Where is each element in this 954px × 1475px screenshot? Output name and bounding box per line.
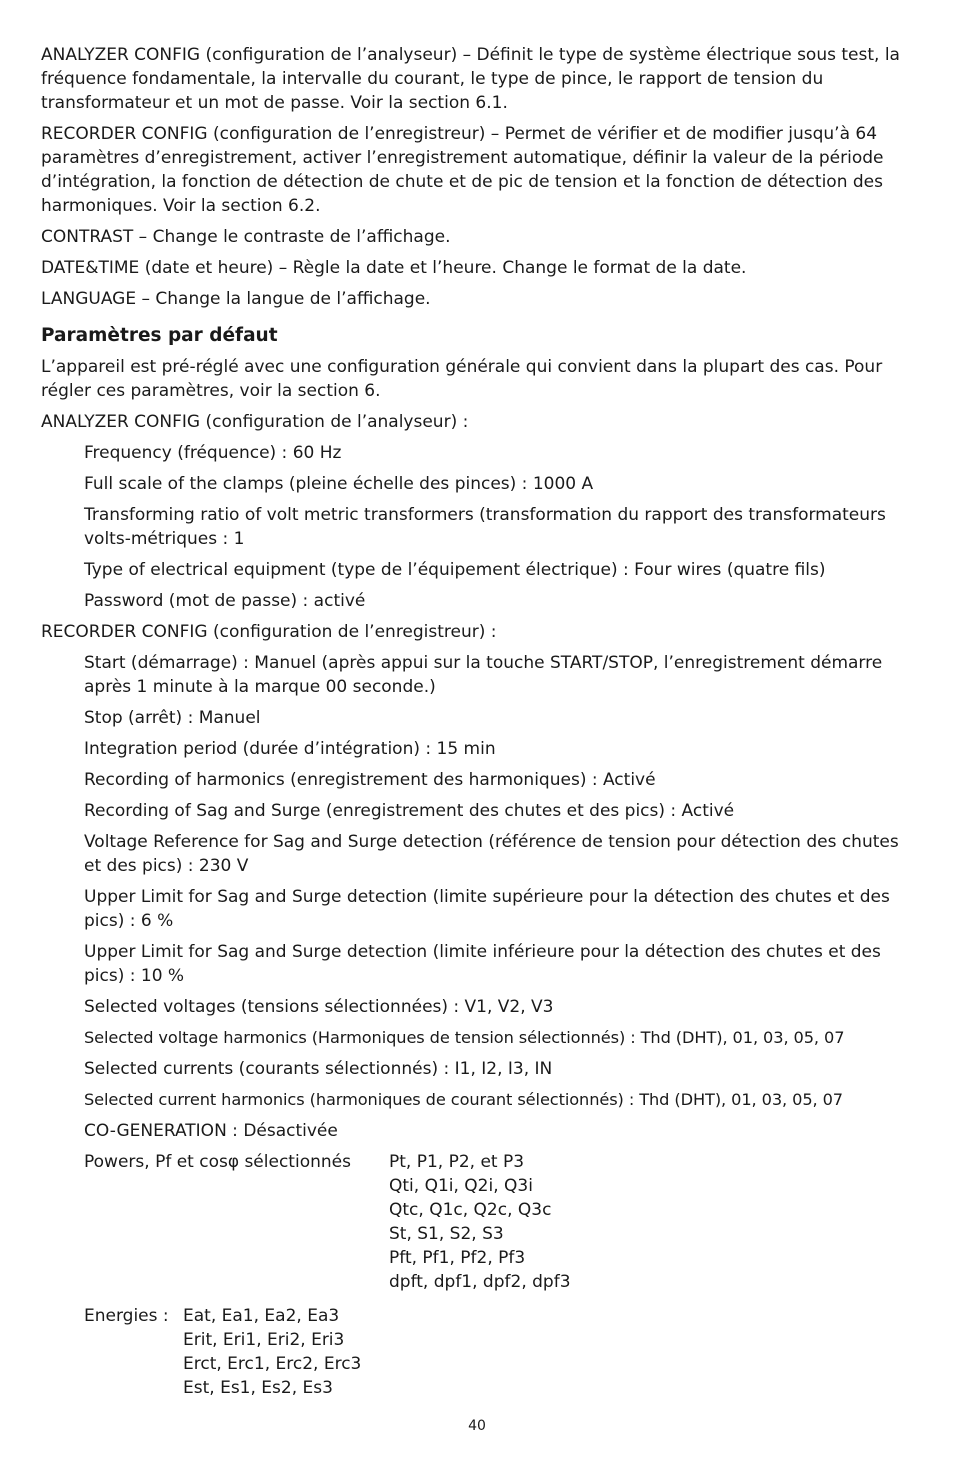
powers-value: Pt, P1, P2, et P3: [389, 1152, 525, 1172]
recorder-item: Integration period (durée d’intégration) : 15 min: [84, 739, 496, 759]
energies-label: Energies :: [84, 1306, 169, 1326]
recorder-item: CO-GENERATION : Désactivée: [84, 1121, 338, 1141]
recorder-item: Voltage Reference for Sag and Surge detection (référence de tension pour détection des chutes et des pics) : 230 V: [84, 832, 899, 876]
analyzer-item: Type of electrical equipment (type de l’équipement électrique) : Four wires (quatre fils): [84, 560, 826, 580]
analyzer-item: Full scale of the clamps (pleine échelle des pinces) : 1000 A: [84, 474, 594, 494]
contrast-description: CONTRAST – Change le contraste de l’affichage.: [41, 227, 451, 247]
recorder-item: Selected voltage harmonics (Harmoniques de tension sélectionnés) : Thd (DHT), 01, 03, 05, 07: [84, 1028, 845, 1047]
energies-value: Eat, Ea1, Ea2, Ea3: [183, 1306, 340, 1326]
powers-values: [389, 1150, 571, 1294]
energies-value: Erct, Erc1, Erc2, Erc3: [183, 1354, 362, 1374]
analyzer-config-description: ANALYZER CONFIG (configuration de l’analyseur) – Définit le type de système électrique sous test, la fréquence fondamentale, la intervalle du courant, le type de pince, le rapport de tension du transformateur et un mot de passe. Voir la section 6.1.: [41, 45, 900, 113]
recorder-item: Start (démarrage) : Manuel (après appui sur la touche START/STOP, l’enregistrement démarre après 1 minute à la marque 00 seconde.): [84, 653, 883, 697]
analyzer-config-title: ANALYZER CONFIG (configuration de l’analyseur) :: [41, 412, 469, 432]
recorder-item: Selected currents (courants sélectionnés) : I1, I2, I3, IN: [84, 1059, 553, 1079]
powers-value: Qti, Q1i, Q2i, Q3i: [389, 1176, 533, 1196]
page-number: 40: [468, 1418, 486, 1434]
analyzer-item: Password (mot de passe) : activé: [84, 591, 366, 611]
recorder-config-description: RECORDER CONFIG (configuration de l’enregistreur) – Permet de vérifier et de modifier jusqu’à 64 paramètres d’enregistrement, activer l’enregistrement automatique, définir la valeur de la période d’intégration, la fonction de détection de chute et de pic de tension et la fonction de détection des harmoniques. Voir la section 6.2.: [41, 124, 884, 216]
recorder-config-title: RECORDER CONFIG (configuration de l’enregistreur) :: [41, 622, 497, 642]
section-heading: Paramètres par défaut: [41, 325, 278, 346]
energies-block: [41, 1304, 913, 1400]
energies-values: [183, 1304, 361, 1400]
recorder-item: Recording of Sag and Surge (enregistrement des chutes et des pics) : Activé: [84, 801, 735, 821]
powers-value: dpft, dpf1, dpf2, dpf3: [389, 1272, 571, 1292]
energies-value: Est, Es1, Es2, Es3: [183, 1378, 333, 1398]
recorder-item: Upper Limit for Sag and Surge detection (limite supérieure pour la détection des chutes et des pics) : 6 %: [84, 887, 890, 931]
datetime-description: DATE&TIME (date et heure) – Règle la date et l’heure. Change le format de la date.: [41, 258, 747, 278]
analyzer-item: Frequency (fréquence) : 60 Hz: [84, 443, 342, 463]
powers-value: St, S1, S2, S3: [389, 1224, 504, 1244]
powers-value: Pft, Pf1, Pf2, Pf3: [389, 1248, 526, 1268]
powers-block: [41, 1150, 913, 1294]
recorder-item: Upper Limit for Sag and Surge detection (limite inférieure pour la détection des chutes et des pics) : 10 %: [84, 942, 881, 986]
powers-label: Powers, Pf et cosφ sélectionnés: [84, 1152, 351, 1172]
recorder-item: Recording of harmonics (enregistrement des harmoniques) : Activé: [84, 770, 656, 790]
recorder-item: Selected current harmonics (harmoniques de courant sélectionnés) : Thd (DHT), 01, 03, 05, 07: [84, 1090, 844, 1109]
energies-value: Erit, Eri1, Eri2, Eri3: [183, 1330, 345, 1350]
analyzer-item: Transforming ratio of volt metric transformers (transformation du rapport des transformateurs volts-métriques : 1: [84, 505, 886, 549]
manual-page: [41, 43, 913, 1400]
recorder-item: Selected voltages (tensions sélectionnées) : V1, V2, V3: [84, 997, 554, 1017]
powers-value: Qtc, Q1c, Q2c, Q3c: [389, 1200, 552, 1220]
defaults-intro: L’appareil est pré-réglé avec une configuration générale qui convient dans la plupart des cas. Pour régler ces paramètres, voir la section 6.: [41, 357, 883, 401]
language-description: LANGUAGE – Change la langue de l’affichage.: [41, 289, 431, 309]
recorder-item: Stop (arrêt) : Manuel: [84, 708, 261, 728]
